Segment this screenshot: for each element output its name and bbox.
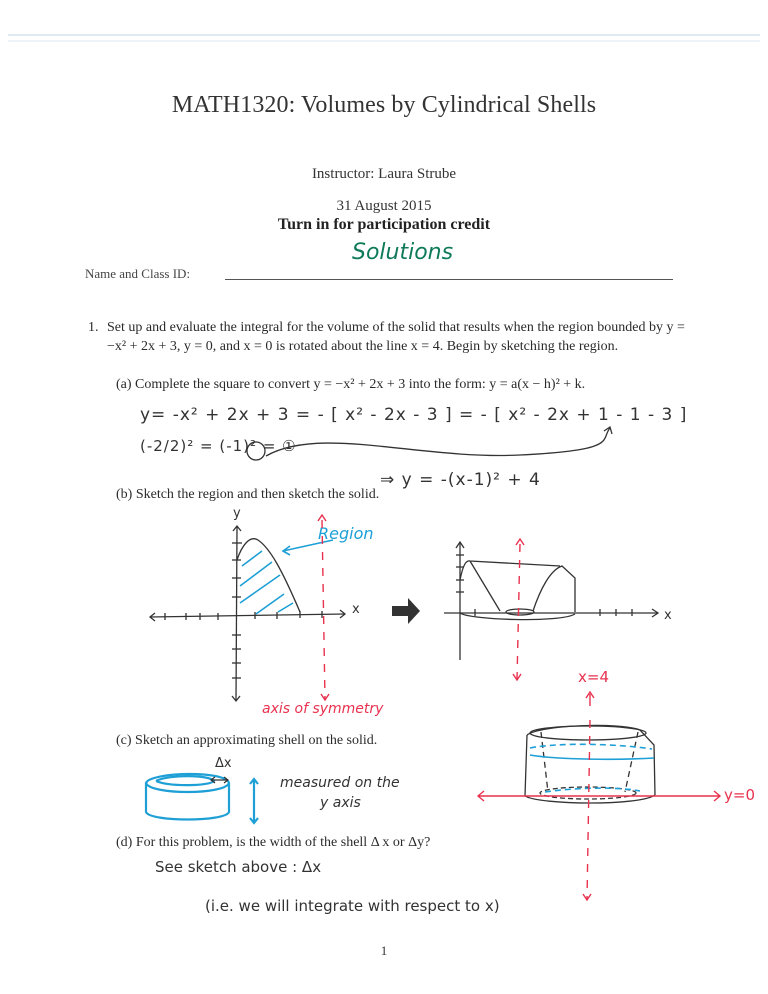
part-b-prompt: Sketch the region and then sketch the solid. xyxy=(135,487,380,502)
region-hatch xyxy=(240,540,333,614)
solid-x-label: x xyxy=(664,608,672,623)
measured-label: measured on the xyxy=(280,775,400,791)
measured-label-2: y axis xyxy=(320,795,361,811)
shell-icon xyxy=(146,774,258,823)
page-title: MATH1320: Volumes by Cylindrical Shells xyxy=(171,92,597,118)
part-d-prompt: For this problem, is the width of the shell Δ x or Δy? xyxy=(135,835,431,850)
name-field-value: Solutions xyxy=(352,240,454,265)
answer-line-1: See sketch above : Δx xyxy=(155,858,322,876)
question-number: 1. xyxy=(88,320,99,335)
axis-of-symmetry-line xyxy=(322,520,325,700)
region-x-label: x xyxy=(352,602,360,617)
instructor: Instructor: Laura Strube xyxy=(311,166,457,182)
question-text: Set up and evaluate the integral for the volume of the solid that results when the region bounded by y = −x² + 2x + 3, y = 0, and x = 0 is rotated about the line x = 4. Begin by sketching the region. xyxy=(107,320,685,354)
completing-square-arrow xyxy=(247,427,612,460)
answer-line-2: (i.e. we will integrate with respect to x) xyxy=(205,897,500,915)
part-c-label: (c) xyxy=(116,733,132,748)
delta-x-label: Δx xyxy=(215,756,232,771)
region-y-label: y xyxy=(233,506,241,521)
work-line-2: (-2/2)² = (-1)² = ① xyxy=(140,437,297,455)
date: 31 August 2015 xyxy=(336,198,432,214)
work-line-1: y= -x² + 2x + 3 = - [ x² - 2x - 3 ] = - [ x² - 2x + 1 - 1 - 3 ] xyxy=(140,405,688,425)
part-a-label: (a) xyxy=(116,377,132,392)
region-label: Region xyxy=(318,524,374,543)
part-c-prompt: Sketch an approximating shell on the solid. xyxy=(135,733,378,748)
axis-of-symmetry-label: axis of symmetry xyxy=(262,701,384,717)
x-equals-4-label: x=4 xyxy=(578,668,609,686)
part-b-label: (b) xyxy=(116,487,133,502)
part-a-prompt: Complete the square to convert y = −x² + 2x + 3 into the form: y = a(x − h)² + k. xyxy=(135,377,586,392)
transform-arrow-icon xyxy=(392,598,420,624)
part-d-label: (d) xyxy=(116,835,133,850)
solid-graph xyxy=(444,542,658,660)
region-graph xyxy=(150,526,345,701)
y-equals-0-label: y=0 xyxy=(724,786,755,804)
work-result: ⇒ y = -(x-1)² + 4 xyxy=(380,470,541,490)
credit-note: Turn in for participation credit xyxy=(277,216,491,233)
page-number: 1 xyxy=(380,943,388,958)
name-field-label: Name and Class ID: xyxy=(85,266,191,281)
